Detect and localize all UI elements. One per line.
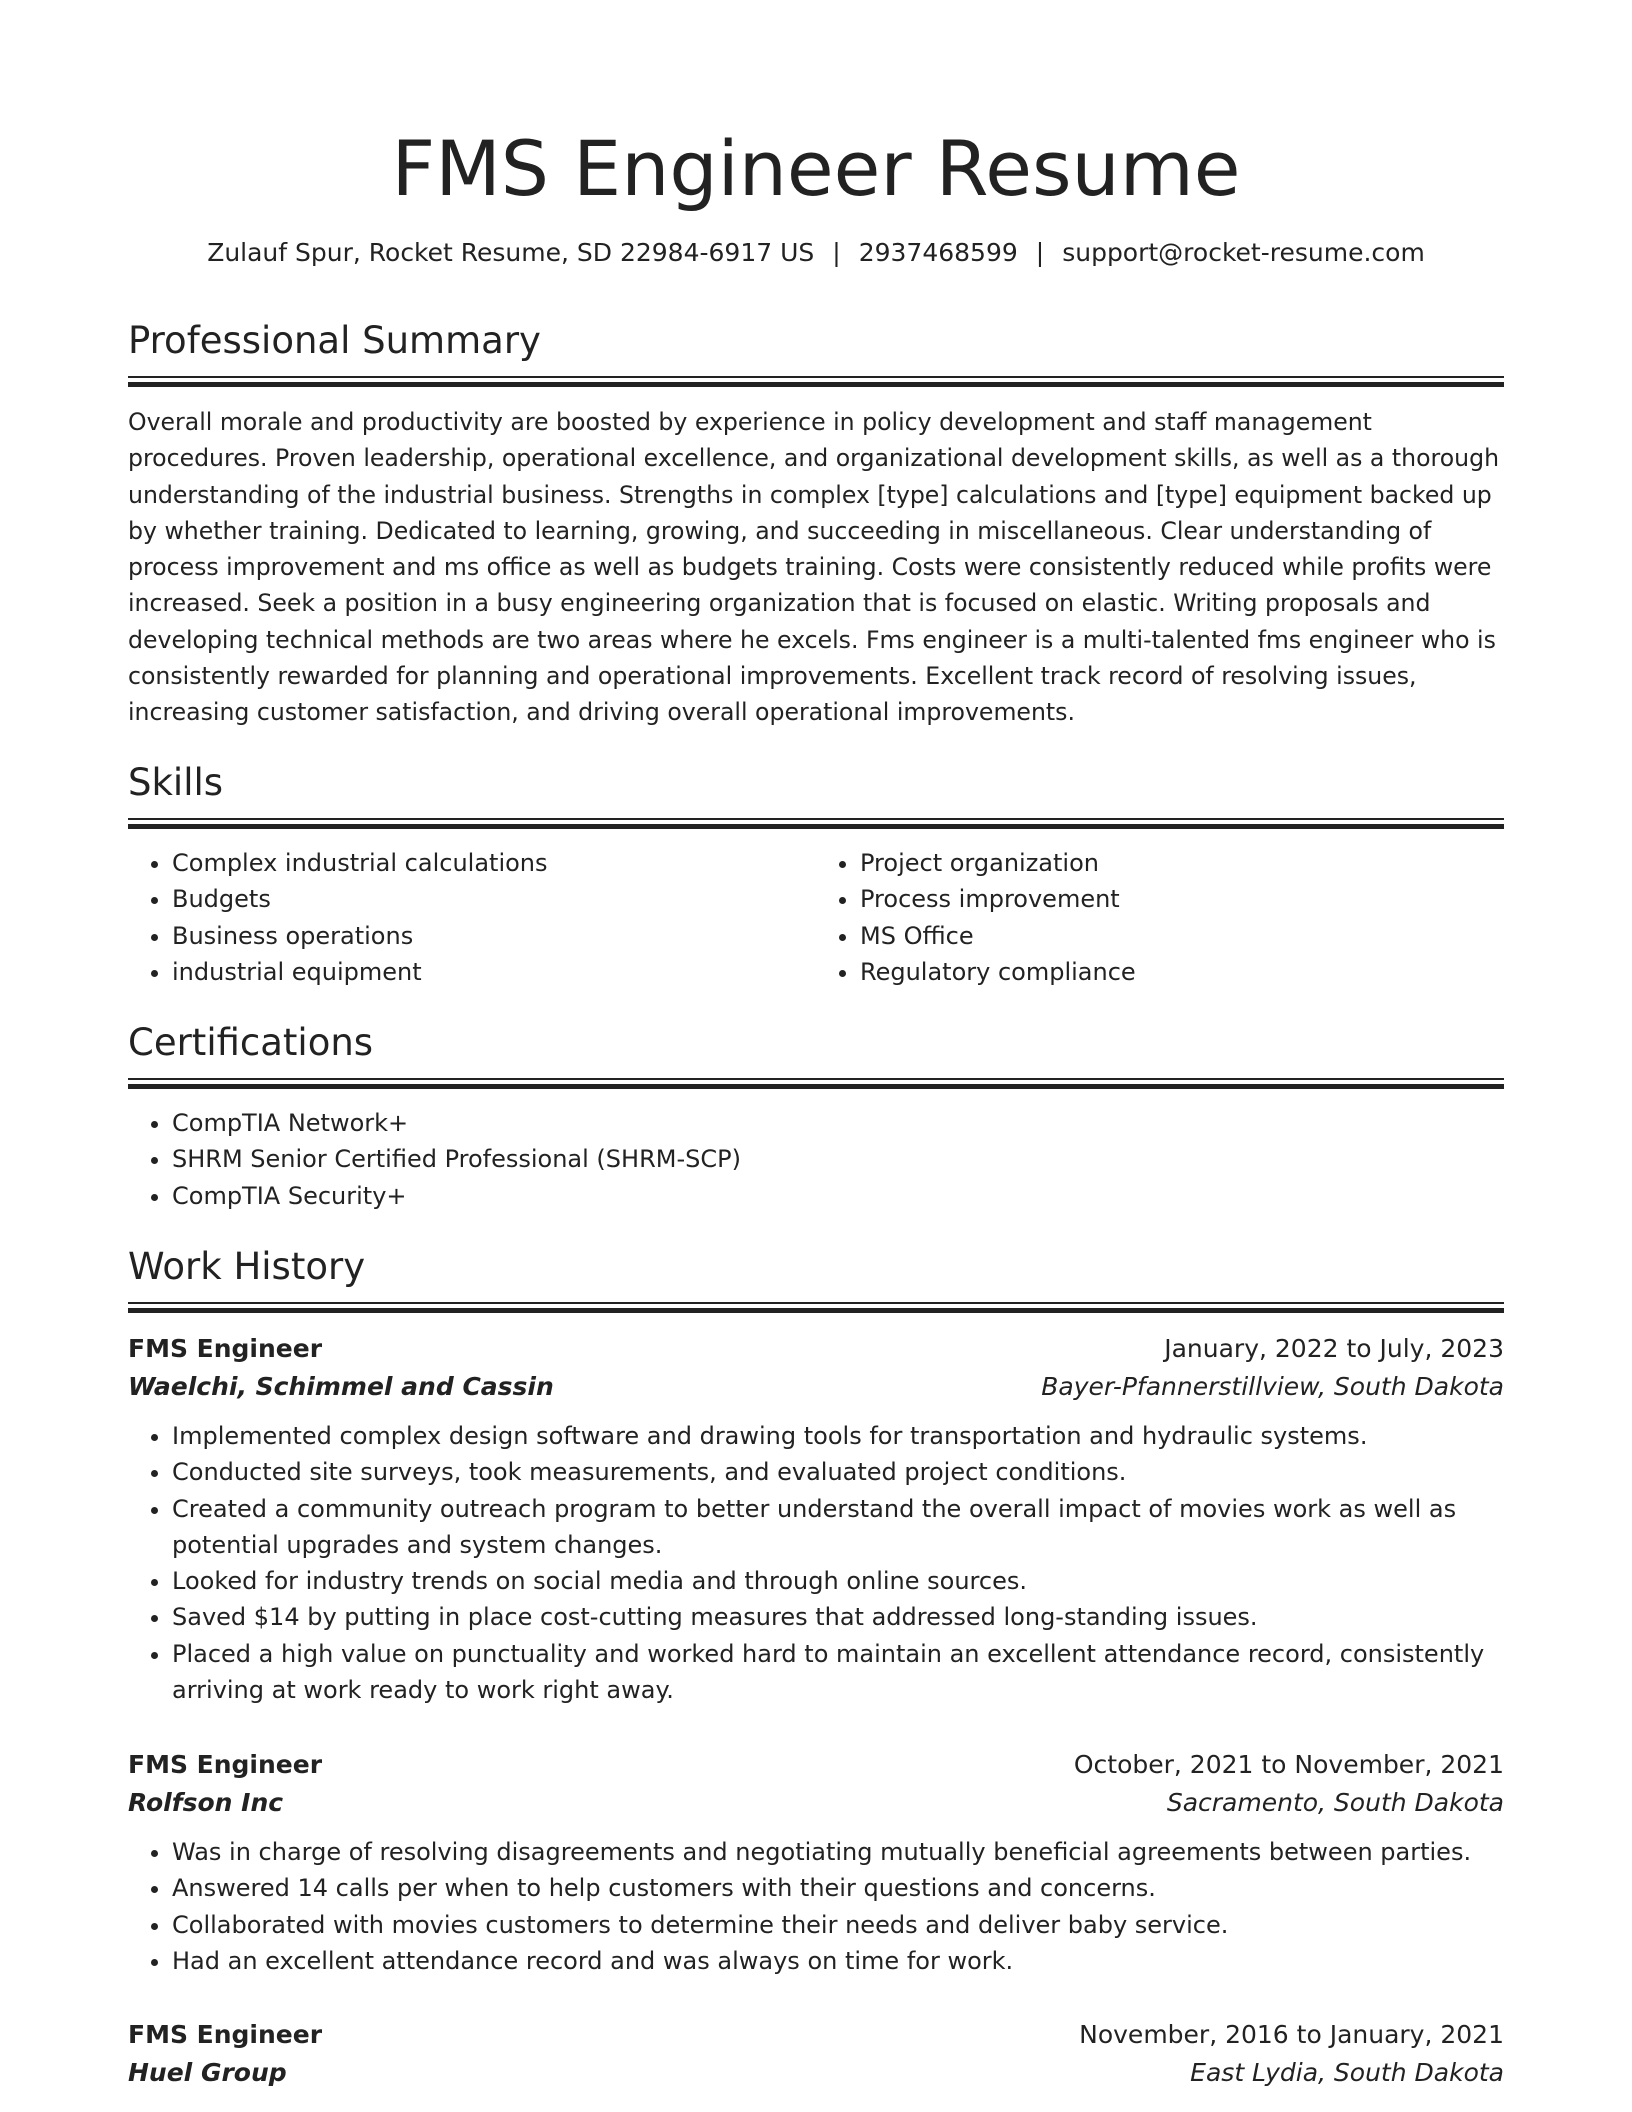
job-bullets — [128, 1834, 1504, 1979]
skills-grid — [128, 845, 1504, 990]
job-dates: November, 2016 to January, 2021 — [1079, 2020, 1504, 2049]
skill-item: • Budgets — [172, 881, 816, 917]
job-bullet: • Answered 14 calls per when to help customers with their questions and concerns. — [172, 1870, 1504, 1906]
summary-heading: Professional Summary — [128, 319, 541, 362]
job-bullet: • Had an excellent attendance record and was always on time for work. — [172, 1943, 1504, 1979]
skills-list-right — [816, 845, 1504, 990]
skill-item: • industrial equipment — [172, 954, 816, 990]
skill-item: • Regulatory compliance — [860, 954, 1504, 990]
work-history-section — [128, 1242, 1504, 1313]
job-bullet: • Placed a high value on punctuality and worked hard to maintain an excellent attendance record, consistently arriving at work ready to work right away. — [172, 1636, 1504, 1709]
contact-address: Zulauf Spur, Rocket Resume, SD 22984-6917 US — [207, 238, 815, 267]
contact-separator: | — [1035, 238, 1045, 267]
resume-page — [128, 0, 1504, 2087]
skill-item: • Business operations — [172, 918, 816, 954]
job-bullet: • Collaborated with movies customers to determine their needs and deliver baby service. — [172, 1907, 1504, 1943]
skills-list-left — [128, 845, 816, 990]
job-bullets — [128, 1418, 1504, 1708]
skills-section — [128, 758, 1504, 990]
certifications-heading: Certifications — [128, 1021, 374, 1064]
resume-title: FMS Engineer Resume — [391, 124, 1241, 213]
skill-item: • MS Office — [860, 918, 1504, 954]
skill-item: • Project organization — [860, 845, 1504, 881]
job-bullet: • Was in charge of resolving disagreements and negotiating mutually beneficial agreements between parties. — [172, 1834, 1504, 1870]
contact-separator: | — [832, 238, 841, 267]
job-title: FMS Engineer — [128, 1334, 323, 1363]
job-header — [128, 1330, 1504, 1368]
section-divider — [128, 1302, 1504, 1313]
job-bullet: • Saved $14 by putting in place cost-cutting measures that addressed long-standing issues. — [172, 1599, 1504, 1635]
job-subheader — [128, 1784, 1504, 1822]
job-entry — [128, 1746, 1504, 1979]
job-entry — [128, 2016, 1504, 2092]
summary-text: Overall morale and productivity are boosted by experience in policy development and staff management procedures. Proven leadership, operational excellence, and organizational development skills, as well as a thorough understanding of the industrial business. Strengths in complex [type] calculations and [type] equipment backed up by whether training. Dedicated to learning, growing, and succeeding in miscellaneous. Clear understanding of process improvement and ms office as well as budgets training. Costs were consistently reduced while profits were increased. Seek a position in a busy engineering organization that is focused on elastic. Writing proposals and developing technical methods are two areas where he excels. Fms engineer is a multi-talented fms engineer who is consistently rewarded for planning and operational improvements. Excellent track record of resolving issues, increasing customer satisfaction, and driving overall operational improvements. — [128, 408, 1500, 727]
certification-item: • CompTIA Network+ — [172, 1105, 1504, 1141]
certification-item: • SHRM Senior Certified Professional (SHRM-SCP) — [172, 1141, 1504, 1177]
contact-phone: 2937468599 — [858, 238, 1018, 267]
job-title: FMS Engineer — [128, 2020, 323, 2049]
contact-line — [128, 235, 1504, 271]
job-company: Waelchi, Schimmel and Cassin — [128, 1372, 554, 1401]
work-history-heading: Work History — [128, 1245, 366, 1288]
job-subheader — [128, 1368, 1504, 1406]
section-divider — [128, 376, 1504, 387]
job-dates: January, 2022 to July, 2023 — [1164, 1334, 1504, 1363]
job-bullet: • Created a community outreach program to better understand the overall impact of movies work as well as potential upgrades and system changes. — [172, 1491, 1504, 1564]
skills-heading: Skills — [128, 761, 224, 804]
job-title: FMS Engineer — [128, 1750, 323, 1779]
job-header — [128, 1746, 1504, 1784]
skill-item: • Process improvement — [860, 881, 1504, 917]
job-company: Rolfson Inc — [128, 1788, 284, 1817]
job-header — [128, 2016, 1504, 2054]
job-bullet: • Looked for industry trends on social media and through online sources. — [172, 1563, 1504, 1599]
job-location: Sacramento, South Dakota — [1166, 1788, 1504, 1817]
job-bullet: • Conducted site surveys, took measurements, and evaluated project conditions. — [172, 1454, 1504, 1490]
job-entry — [128, 1330, 1504, 1708]
skill-item: • Complex industrial calculations — [172, 845, 816, 881]
contact-email: support@rocket-resume.com — [1062, 238, 1425, 267]
job-bullet: • Implemented complex design software and drawing tools for transportation and hydraulic systems. — [172, 1418, 1504, 1454]
section-divider — [128, 1078, 1504, 1089]
job-company: Huel Group — [128, 2058, 287, 2087]
certifications-list — [128, 1105, 1504, 1214]
job-subheader — [128, 2054, 1504, 2092]
certification-item: • CompTIA Security+ — [172, 1178, 1504, 1214]
certifications-section — [128, 1018, 1504, 1214]
summary-section — [128, 316, 1504, 731]
job-location: East Lydia, South Dakota — [1190, 2058, 1504, 2087]
job-dates: October, 2021 to November, 2021 — [1073, 1750, 1504, 1779]
section-divider — [128, 818, 1504, 829]
job-location: Bayer-Pfannerstillview, South Dakota — [1041, 1372, 1504, 1401]
